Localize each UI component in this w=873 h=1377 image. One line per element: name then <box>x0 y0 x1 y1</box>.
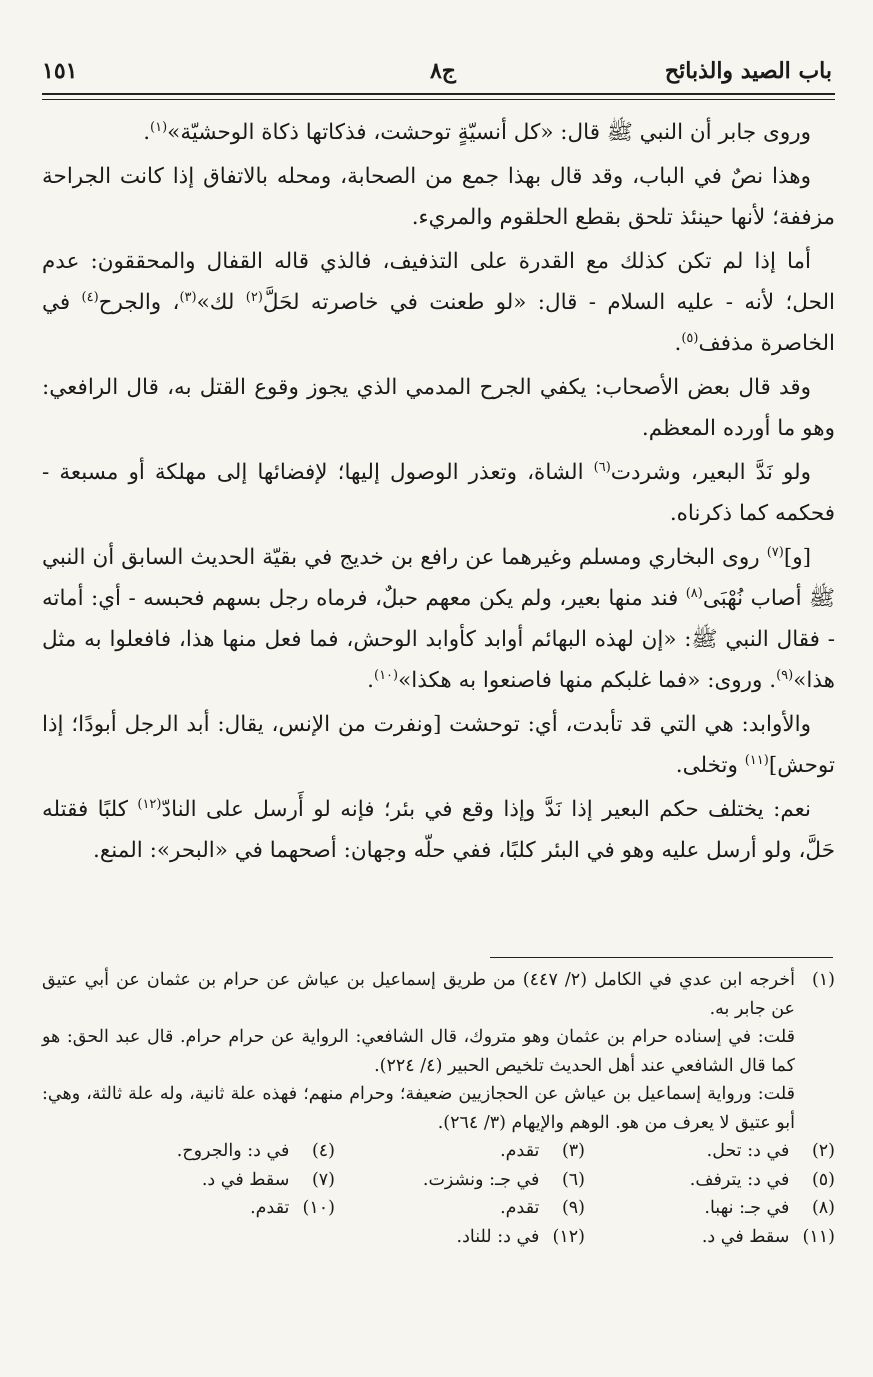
footnotes <box>42 966 835 1251</box>
footnote-row <box>42 1166 835 1195</box>
footnote-item <box>585 1194 835 1223</box>
footnote-item <box>335 1166 585 1195</box>
footnote-item <box>585 1166 835 1195</box>
footnote-text: تقدم. <box>500 1198 540 1218</box>
footnote-row <box>42 1194 835 1223</box>
footnote-row <box>42 1223 835 1252</box>
footnote-number: (٩) <box>561 1198 585 1218</box>
footnote-line: أخرجه ابن عدي في الكامل (٢/ ٤٤٧) من طريق إسماعيل بن عياش عن حرام بن عثمان عن أبي عتيق عن جابر به. <box>42 970 795 1019</box>
page-number: ١٥١ <box>42 58 78 84</box>
paragraph <box>42 241 835 364</box>
footnote-text: في د: يترفف. <box>689 1169 790 1190</box>
footnote-line: قلت: في إسناده حرام بن عثمان وهو متروك، قال الشافعي: الرواية عن حرام حرام. قال عبد الحق: هو كما قال الشافعي عند أهل الحديث تلخيص الحبير (٤/ ٢٢٤). <box>42 1027 795 1076</box>
header-rule-thick <box>42 93 835 95</box>
footnote-ref[interactable]: (١) <box>150 119 168 135</box>
footnote-item <box>85 1137 335 1166</box>
text-run: . <box>674 331 682 356</box>
text-run: كلبًا فقتله حَلَّ، ولو أرسل عليه وهو في البئر كلبًا، ففي حلّه وجهان: أصحهما في «البحر»: المنع. <box>42 797 835 863</box>
text-run: . <box>143 120 151 145</box>
footnote-number: (٤) <box>311 1141 335 1161</box>
header-rule-thin <box>42 99 835 100</box>
page-header <box>42 52 832 92</box>
footnote-number: (٨) <box>811 1198 835 1218</box>
main-text <box>42 112 835 874</box>
footnote-number: (٦) <box>561 1169 585 1190</box>
text-run: [و] <box>783 545 811 570</box>
paragraph <box>42 367 835 449</box>
footnote-number: (١) <box>811 970 835 990</box>
footnote-ref[interactable]: (٥) <box>681 330 699 346</box>
text-run: وتخلى. <box>675 753 745 778</box>
footnote-ref[interactable]: (٩) <box>776 667 794 683</box>
footnote-ref[interactable]: (٢) <box>245 289 263 305</box>
paragraph <box>42 112 835 153</box>
text-run: نعم: يختلف حكم البعير إذا نَدَّ وإذا وقع في بئر؛ فإنه لو أَرسل على النادّ <box>161 797 811 822</box>
paragraph <box>42 156 835 238</box>
text-run: ولو نَدَّ البعير، وشردت <box>610 460 811 485</box>
footnote-number: (٢) <box>811 1141 835 1161</box>
footnote-ref[interactable]: (١٢) <box>137 796 162 812</box>
footnote-ref[interactable]: (٨) <box>685 585 703 601</box>
text-run: أما إذا لم تكن كذلك مع القدرة على التذفيف، فالذي قاله القفال والمحققون: عدم الحل؛ لأنه - عليه السلام - قال: «لو طعنت في خاصرته لحَلَّ <box>42 249 835 315</box>
footnote-number: (١٠) <box>302 1198 335 1218</box>
text-run: . وروى: «فما غلبكم منها فاصنعوا به هكذا» <box>398 668 777 693</box>
footnote-item <box>335 1194 585 1223</box>
volume-label: ج٨ <box>429 58 456 84</box>
footnote-item <box>585 1223 835 1252</box>
footnote-number: (٣) <box>561 1141 585 1161</box>
paragraph <box>42 704 835 786</box>
footnote-line: قلت: ورواية إسماعيل بن عياش عن الحجازيين ضعيفة؛ وحرام منهم؛ فهذه علة ثانية، وله علة ثالثة، وهي: أبو عتيق لا يعرف من هو. الوهم والإيهام (٣/ ٢٦٤). <box>42 1084 795 1133</box>
footnote-number: (١١) <box>802 1226 835 1247</box>
footnote-text: في د: للناد. <box>456 1226 540 1247</box>
text-run: ، والجرح <box>98 290 180 315</box>
text-run: وهذا نصٌ في الباب، وقد قال بهذا جمع من الصحابة، ومحله بالاتفاق إذا كانت الجراحة مزففة؛ لأنها حينئذ تلحق بقطع الحلقوم والمريء. <box>42 164 835 230</box>
footnote-ref[interactable]: (٦) <box>593 459 611 475</box>
paragraph <box>42 537 835 701</box>
footnote-number: (٥) <box>811 1169 835 1190</box>
footnote-ref[interactable]: (٣) <box>179 289 197 305</box>
text-run: لك» <box>196 290 246 315</box>
text-run: فند منها بعير، ولم يكن معهم حبلٌ، فرماه رجل بسهم فحبسه - أي: أماته - فقال النبي ﷺ: «إن لهذه البهائم أوابد كأوابد الوحش، فما فعل منها هذا، فافعلوا به مثل هذا» <box>42 586 835 693</box>
footnote-ref[interactable]: (١٠) <box>374 667 399 683</box>
footnote-text: في د: تحل. <box>706 1141 790 1161</box>
paragraph <box>42 789 835 871</box>
footnote-item <box>335 1223 585 1252</box>
footnote-ref[interactable]: (٤) <box>81 289 99 305</box>
text-run: روى البخاري ومسلم وغيرهما عن رافع بن خديج في بقيّة الحديث السابق أن النبي ﷺ أصاب نُهْبَى <box>42 545 836 611</box>
footnote-text: في جـ: نهبا. <box>704 1198 790 1218</box>
footnote-ref[interactable]: (٧) <box>766 544 784 560</box>
footnote-text <box>42 966 795 1137</box>
footnote-item <box>85 1166 335 1195</box>
footnote-text: سقط في د. <box>701 1226 790 1247</box>
footnote-text: في جـ: ونشزت. <box>422 1169 540 1190</box>
footnote-text: تقدم. <box>250 1198 290 1218</box>
text-run: وروى جابر أن النبي ﷺ قال: «كل أنسيّةٍ توحشت، فذكاتها ذكاة الوحشيّة» <box>167 120 811 145</box>
footnote-row <box>42 1137 835 1166</box>
text-run: . <box>367 668 374 693</box>
footnote-text: تقدم. <box>500 1141 540 1161</box>
footnote-item <box>585 1137 835 1166</box>
footnote-item <box>335 1137 585 1166</box>
footnote-ref[interactable]: (١١) <box>744 752 769 768</box>
text-run: في الخاصرة مذفف <box>42 290 835 356</box>
footnote-item <box>42 966 835 1137</box>
text-run: وقد قال بعض الأصحاب: يكفي الجرح المدمي الذي يجوز وقوع القتل به، قال الرافعي: وهو ما أورده المعظم. <box>42 375 835 441</box>
footnote-number: (٧) <box>311 1169 335 1190</box>
footnote-text: في د: والجروح. <box>176 1141 290 1161</box>
text-run: الشاة، وتعذر الوصول إليها؛ لإفضائها إلى مهلكة أو مسبعة - فحكمه كما ذكرناه. <box>42 460 835 526</box>
text-run: والأوابد: هي التي قد تأبدت، أي: توحشت [ونفرت من الإنس، يقال: أبد الرجل أبودًا؛ إذا توحش] <box>42 712 835 778</box>
footnote-separator <box>490 957 833 958</box>
footnote-number: (١٢) <box>552 1226 585 1247</box>
footnote-text: سقط في د. <box>201 1169 290 1190</box>
footnote-item <box>85 1194 335 1223</box>
paragraph <box>42 452 835 534</box>
chapter-title: باب الصيد والذبائح <box>664 58 832 84</box>
